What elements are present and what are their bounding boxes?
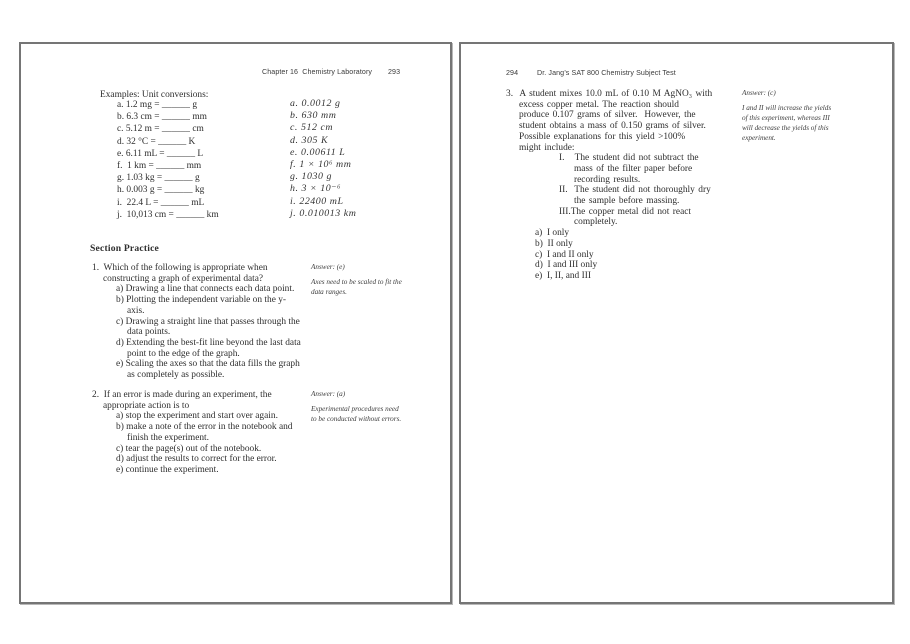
text-line: a. 0.0012 g [290, 98, 341, 109]
text-line: j. 0.010013 km [290, 207, 357, 219]
text-line: Experimental procedures need [311, 404, 399, 413]
text-line: b. 630 mm [290, 110, 337, 122]
text-line: completely. [574, 217, 618, 228]
text-line: 3. A student mixes 10.0 mL of 0.10 M AgNO₃ with [506, 89, 713, 99]
text-line: constructing a graph of experimental data? [103, 273, 264, 284]
right-page [459, 42, 894, 604]
text-line: g. 1.03 kg = ______ g [117, 173, 200, 184]
text-line: experiment. [742, 133, 776, 142]
answer-explanation [311, 405, 401, 425]
text-line: of this experiment, whereas III [742, 113, 830, 122]
answer-label: Answer: (a) [311, 390, 346, 398]
text-line: appropriate action is to [103, 400, 190, 411]
answer-explanation [311, 278, 402, 298]
text-line: I. The student did not subtract the [559, 153, 699, 164]
text-line: a. 1.2 mg = ______ g [117, 100, 198, 110]
text-line: Axes need to be scaled to fit the [311, 277, 402, 286]
text-line: point to the edge of the graph. [127, 348, 240, 359]
right-running-header-title: Dr. Jang’s SAT 800 Chemistry Subject Test [537, 69, 676, 77]
text-line: recording results. [574, 174, 641, 185]
text-line: g. 1030 g [290, 171, 332, 183]
text-line: e) continue the experiment. [116, 464, 219, 475]
question-3-margin-answer [742, 89, 831, 144]
text-line: to be conducted without errors. [311, 414, 402, 423]
left-running-header-title: Chapter 16 Chemistry Laboratory [262, 68, 373, 76]
text-line: d. 305 K [290, 134, 329, 146]
text-line: b) II only [535, 238, 573, 249]
text-line: c) I and II only [535, 249, 594, 260]
answer-explanation [742, 104, 831, 144]
text-line: II. The student did not thoroughly dry [559, 185, 711, 196]
text-line: might include: [519, 142, 575, 153]
examples-heading: Examples: Unit conversions: [100, 90, 209, 100]
question-1-margin-answer [311, 263, 402, 298]
question-1-block [92, 263, 301, 381]
text-line: data ranges. [311, 287, 347, 296]
text-line: a) I only [535, 228, 570, 239]
text-line: I and II will increase the yields [742, 103, 832, 112]
text-line: will decrease the yields of this [742, 123, 829, 132]
text-line: e) I, II, and III [535, 270, 591, 281]
text-line: e. 0.00611 L [290, 146, 346, 158]
unit-conversion-answers-list [290, 98, 356, 220]
text-line: b. 6.3 cm = ______ mm [117, 112, 207, 123]
left-page [19, 42, 452, 604]
text-line: mass of the filter paper before [574, 163, 693, 174]
text-line: c) tear the page(s) out of the notebook. [116, 443, 262, 454]
text-line: c. 512 cm [290, 122, 334, 134]
text-line: h. 3 × 10⁻⁶ [290, 183, 341, 195]
text-line: e) Scaling the axes so that the data fills the graph [116, 359, 300, 370]
text-line: f. 1 km = ______ mm [117, 161, 202, 172]
text-line: c) Drawing a straight line that passes through the [116, 316, 300, 327]
text-line: excess copper metal. The reaction should [519, 99, 679, 110]
left-page-number: 293 [388, 68, 401, 76]
right-page-number: 294 [506, 69, 519, 77]
text-line: the sample before massing. [574, 196, 680, 207]
text-line: b) make a note of the error in the notebook and [116, 422, 293, 433]
text-line: 1. Which of the following is appropriate when [92, 263, 268, 273]
text-line: j. 10,013 cm = ______ km [117, 209, 219, 220]
text-line: h. 0.003 g = ______ kg [117, 185, 205, 196]
answer-label: Answer: (e) [311, 263, 345, 271]
text-line: student obtains a mass of 0.150 grams of silver. [519, 121, 706, 132]
text-line: d) I and III only [535, 260, 598, 271]
question-3-block [506, 89, 712, 282]
text-line: e. 6.11 mL = ______ L [117, 148, 204, 159]
text-line: b) Plotting the independent variable on the y- [116, 295, 287, 306]
text-line: III.The copper metal did not react [559, 206, 692, 217]
text-line: f. 1 × 10⁶ mm [290, 159, 352, 171]
text-line: c. 5.12 m = ______ cm [117, 124, 204, 135]
section-practice-heading: Section Practice [90, 243, 159, 254]
text-line: d. 32 °C = ______ K [117, 136, 196, 147]
question-2-margin-answer [311, 390, 401, 425]
text-line: a) Drawing a line that connects each data point. [116, 284, 295, 295]
text-line: d) adjust the results to correct for the error. [116, 454, 277, 465]
text-line: i. 22400 mL [290, 195, 344, 207]
text-line: axis. [127, 305, 145, 316]
question-2-block [92, 390, 293, 476]
text-line: 2. If an error is made during an experiment, the [92, 390, 272, 400]
text-line: produce 0.107 grams of silver. However, the [519, 110, 696, 121]
text-line: finish the experiment. [127, 432, 210, 443]
text-line: as completely as possible. [127, 370, 225, 381]
text-line: data points. [127, 327, 171, 338]
text-line: d) Extending the best-fit line beyond the last data [116, 337, 301, 348]
text-line: i. 22.4 L = ______ mL [117, 197, 205, 208]
answer-label: Answer: (c) [742, 89, 776, 97]
unit-conversion-problems-list [117, 99, 219, 221]
text-line: Possible explanations for this yield >100% [519, 131, 686, 142]
text-line: a) stop the experiment and start over again. [116, 411, 278, 422]
